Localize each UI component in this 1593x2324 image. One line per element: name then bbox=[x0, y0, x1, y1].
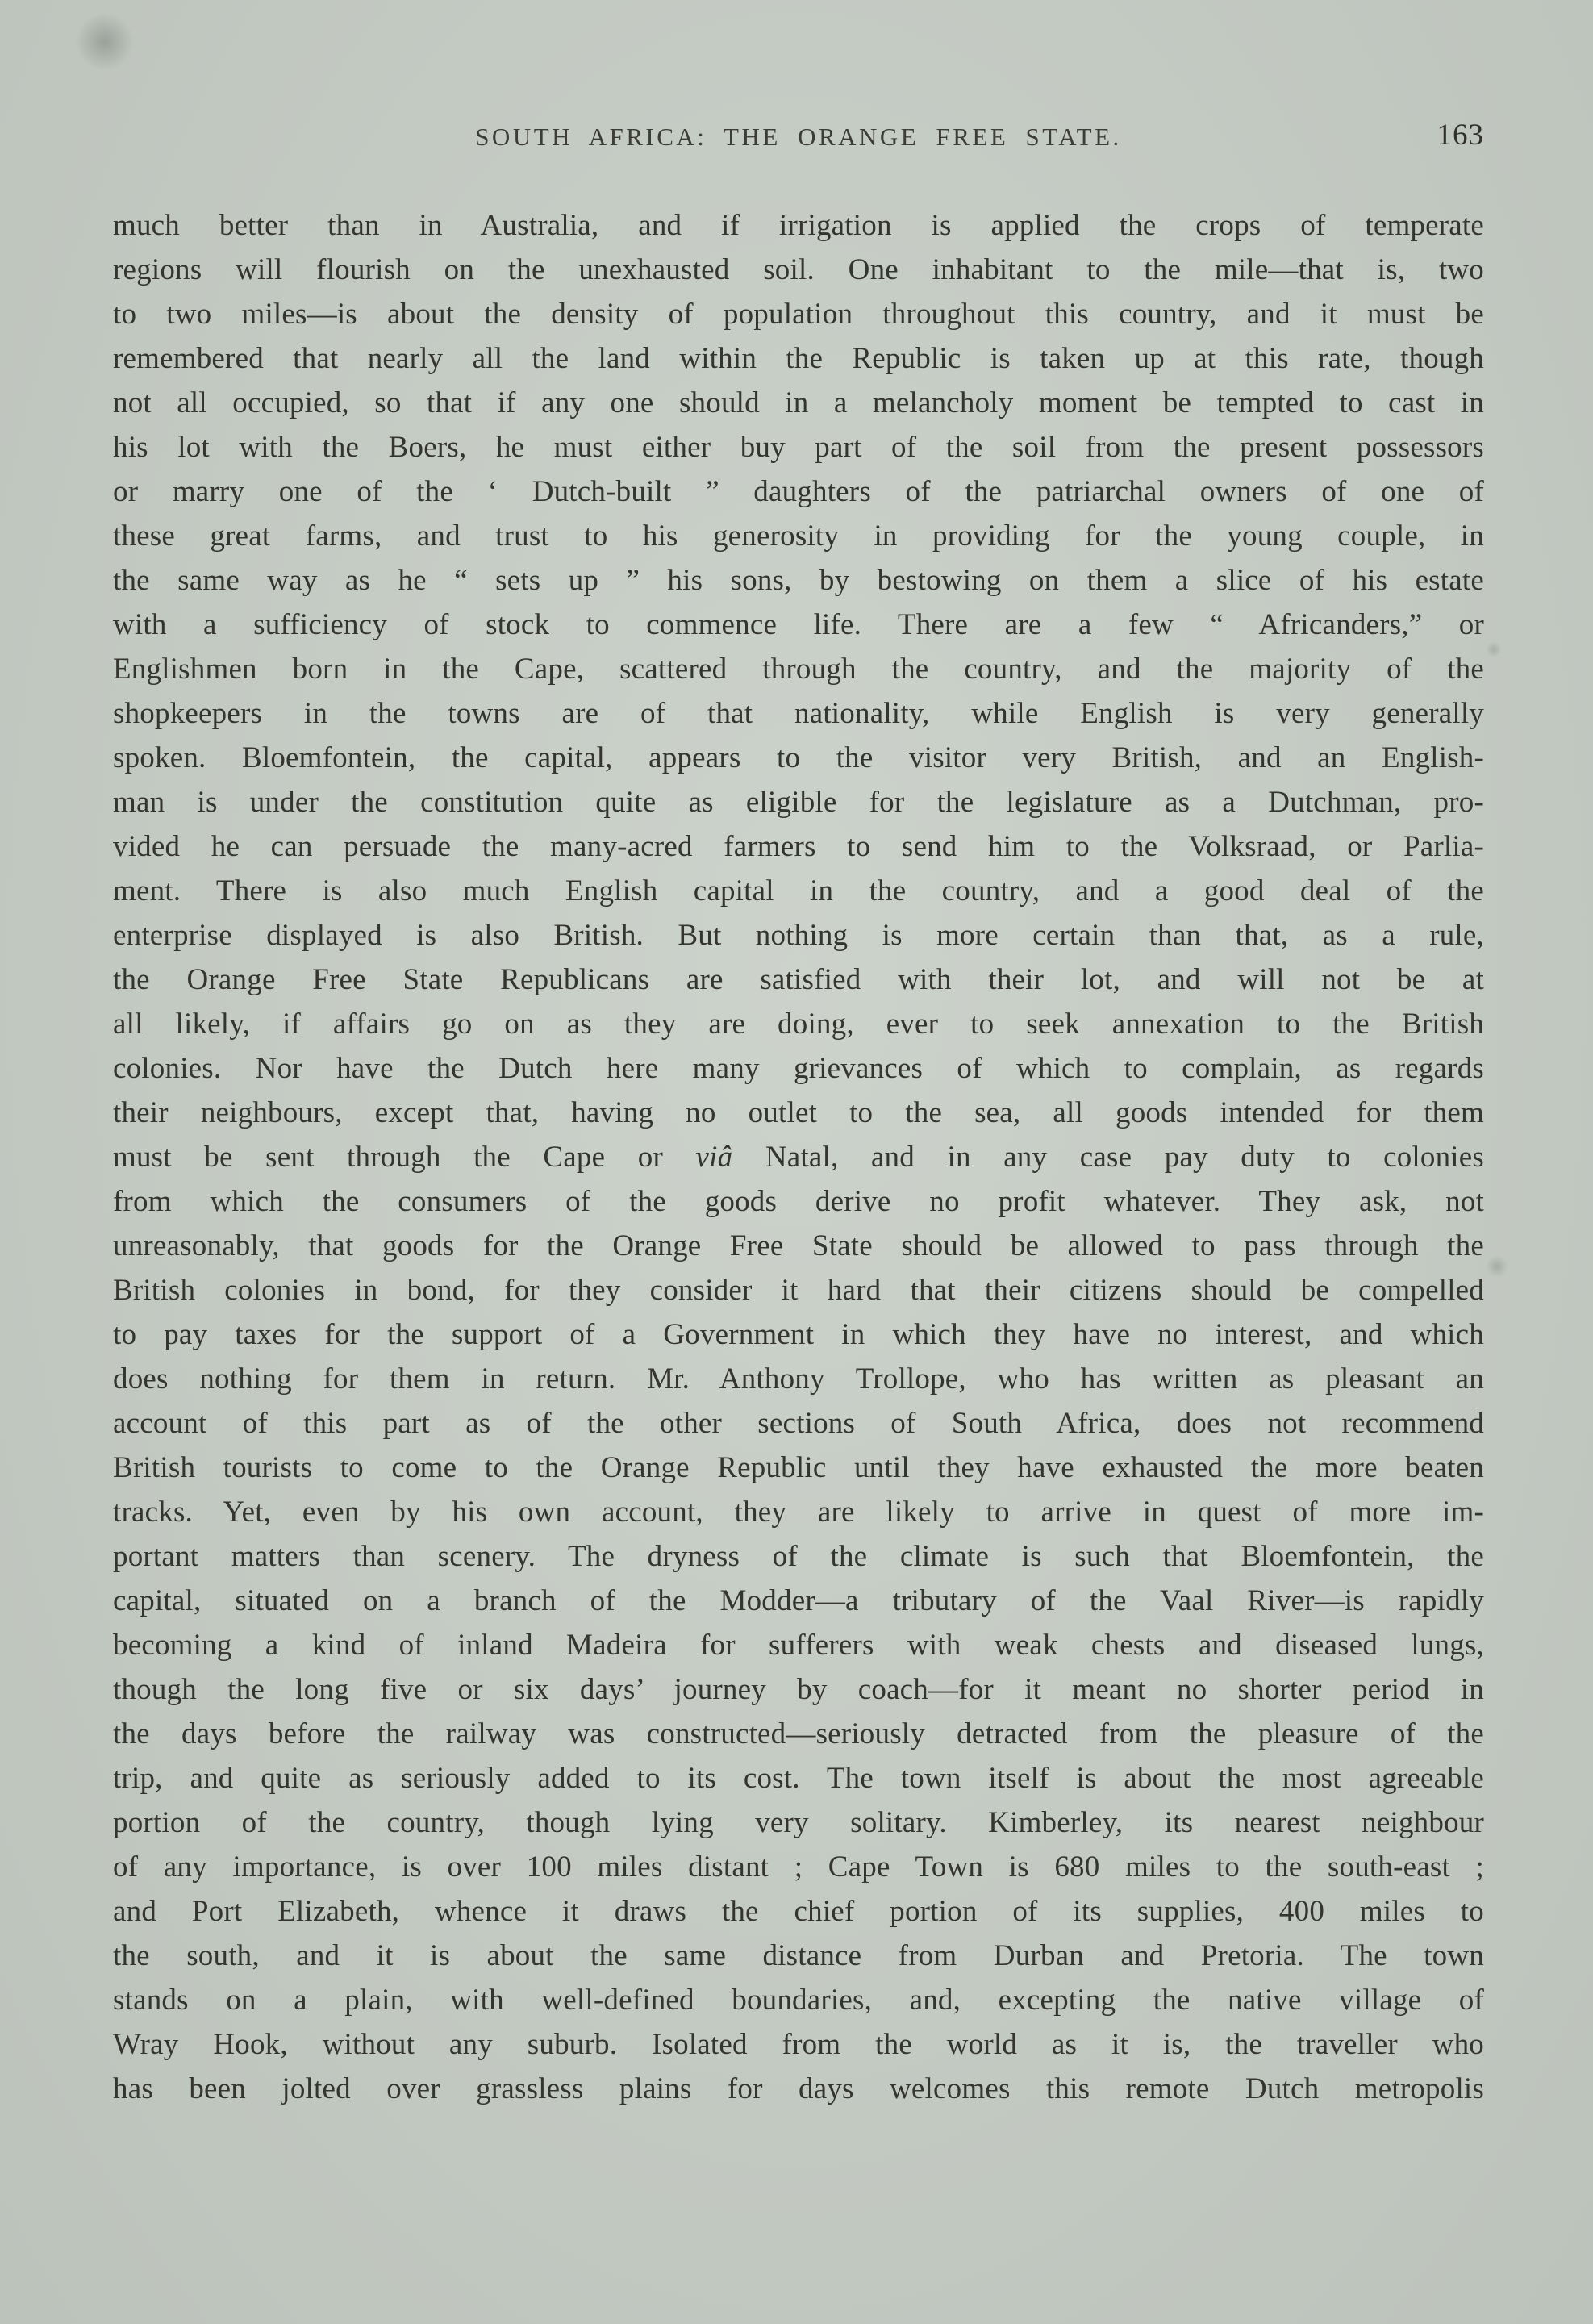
text-line: stands on a plain, with well-defined boundaries, and, excepting the native village of bbox=[113, 1984, 1484, 2017]
text-line: remembered that nearly all the land within the Republic is taken up at this rate, though bbox=[113, 342, 1484, 375]
running-head: SOUTH AFRICA: THE ORANGE FREE STATE. bbox=[475, 123, 1122, 151]
text-line: to pay taxes for the support of a Government in which they have no interest, and which bbox=[113, 1318, 1484, 1351]
text-line: has been jolted over grassless plains for days welcomes this remote Dutch metropolis bbox=[113, 2072, 1484, 2105]
text-line: trip, and quite as seriously added to its cost. The town itself is about the most agreeable bbox=[113, 1762, 1484, 1795]
text-line: does nothing for them in return. Mr. Anthony Trollope, who has written as pleasant an bbox=[113, 1362, 1484, 1396]
text-line: shopkeepers in the towns are of that nationality, while English is very generally bbox=[113, 697, 1484, 730]
text-line: the Orange Free State Republicans are satisfied with their lot, and will not be at bbox=[113, 963, 1484, 996]
text-line: account of this part as of the other sections of South Africa, does not recommend bbox=[113, 1407, 1484, 1440]
text-line: not all occupied, so that if any one should in a melancholy moment be tempted to cast in bbox=[113, 386, 1484, 419]
text-line: man is under the constitution quite as eligible for the legislature as a Dutchman, pro- bbox=[113, 786, 1484, 819]
text-line: these great farms, and trust to his generosity in providing for the young couple, in bbox=[113, 519, 1484, 553]
text-line: ment. There is also much English capital in the country, and a good deal of the bbox=[113, 874, 1484, 907]
text-line: becoming a kind of inland Madeira for sufferers with weak chests and diseased lungs, bbox=[113, 1629, 1484, 1662]
text-line: and Port Elizabeth, whence it draws the chief portion of its supplies, 400 miles to bbox=[113, 1895, 1484, 1928]
text-line: all likely, if affairs go on as they are doing, ever to seek annexation to the British bbox=[113, 1008, 1484, 1041]
text-line: their neighbours, except that, having no outlet to the sea, all goods intended for them bbox=[113, 1096, 1484, 1129]
text-line: the days before the railway was constructed—seriously detracted from the pleasure of the bbox=[113, 1717, 1484, 1750]
text-line: the south, and it is about the same distance from Durban and Pretoria. The town bbox=[113, 1939, 1484, 1972]
text-line: his lot with the Boers, he must either buy part of the soil from the present possessors bbox=[113, 431, 1484, 464]
text-line: the same way as he “ sets up ” his sons, by bestowing on them a slice of his estate bbox=[113, 564, 1484, 597]
text-line: unreasonably, that goods for the Orange Free State should be allowed to pass through the bbox=[113, 1229, 1484, 1262]
text-line: must be sent through the Cape or viâ Natal, and in any case pay duty to colonies bbox=[113, 1141, 1484, 1174]
body-text bbox=[113, 203, 1484, 2111]
text-line: Wray Hook, without any suburb. Isolated from the world as it is, the traveller who bbox=[113, 2028, 1484, 2061]
text-line: colonies. Nor have the Dutch here many grievances of which to complain, as regards bbox=[113, 1052, 1484, 1085]
page-header bbox=[113, 119, 1484, 163]
page-number: 163 bbox=[1437, 119, 1484, 152]
text-line: Englishmen born in the Cape, scattered through the country, and the majority of the bbox=[113, 653, 1484, 686]
text-line: portant matters than scenery. The dryness of the climate is such that Bloemfontein, the bbox=[113, 1540, 1484, 1573]
text-line: from which the consumers of the goods derive no profit whatever. They ask, not bbox=[113, 1185, 1484, 1218]
text-line: spoken. Bloemfontein, the capital, appears to the visitor very British, and an English- bbox=[113, 741, 1484, 774]
text-line: portion of the country, though lying very solitary. Kimberley, its nearest neighbour bbox=[113, 1806, 1484, 1839]
text-line: British tourists to come to the Orange Republic until they have exhausted the more beaten bbox=[113, 1451, 1484, 1484]
text-line: tracks. Yet, even by his own account, they are likely to arrive in quest of more im- bbox=[113, 1496, 1484, 1529]
text-line: to two miles—is about the density of population throughout this country, and it must be bbox=[113, 298, 1484, 331]
text-line: vided he can persuade the many-acred farmers to send him to the Volksraad, or Parlia- bbox=[113, 830, 1484, 863]
text-line: capital, situated on a branch of the Modder—a tributary of the Vaal River—is rapidly bbox=[113, 1584, 1484, 1617]
text-line: much better than in Australia, and if irrigation is applied the crops of temperate bbox=[113, 209, 1484, 242]
text-line: though the long five or six days’ journey by coach—for it meant no shorter period in bbox=[113, 1673, 1484, 1706]
text-line: enterprise displayed is also British. But nothing is more certain than that, as a rule, bbox=[113, 919, 1484, 952]
text-line: British colonies in bond, for they consider it hard that their citizens should be compelled bbox=[113, 1274, 1484, 1307]
text-line: regions will flourish on the unexhausted soil. One inhabitant to the mile—that is, two bbox=[113, 253, 1484, 286]
text-line: or marry one of the ‘ Dutch-built ” daughters of the patriarchal owners of one of bbox=[113, 475, 1484, 508]
text-line: of any importance, is over 100 miles distant ; Cape Town is 680 miles to the south-east ; bbox=[113, 1850, 1484, 1884]
text-line: with a sufficiency of stock to commence life. There are a few “ Africanders,” or bbox=[113, 608, 1484, 641]
